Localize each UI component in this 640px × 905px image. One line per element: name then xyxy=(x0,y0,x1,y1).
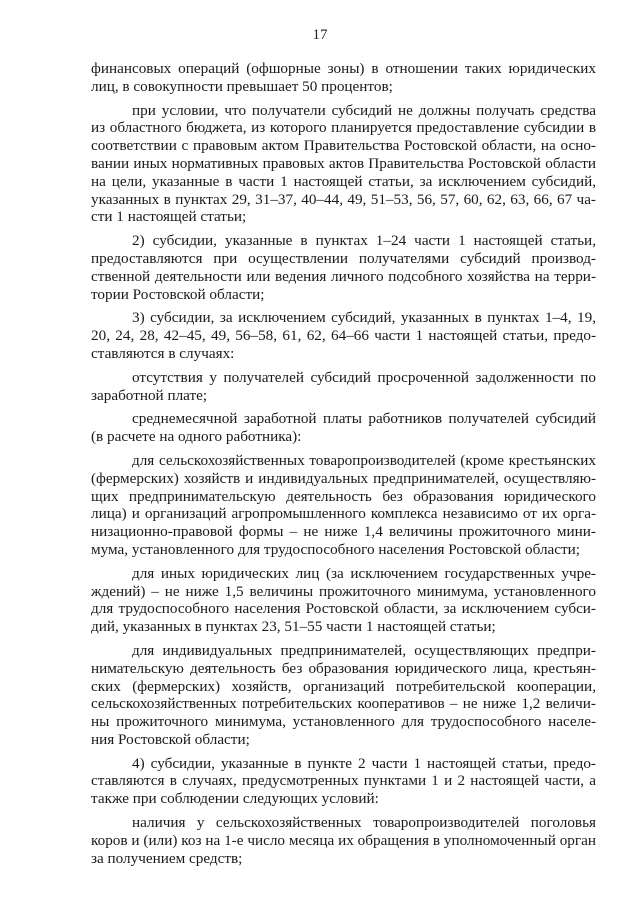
document-body xyxy=(91,60,596,873)
text-line: отсутствия у получателей субсидий просроченной задолженности по xyxy=(132,368,596,386)
text-line: наличия у сельскохозяйственных товаропроизводителей поголовья xyxy=(132,814,596,832)
text-line: вании иных нормативных правовых актов Правительства Ростовской области xyxy=(91,154,596,172)
text-line: ждений) – не ниже 1,5 величины прожиточного минимума, установленного xyxy=(91,582,596,600)
text-line: 3) субсидии, за исключением субсидий, указанных в пунктах 1–4, 19, xyxy=(132,309,596,327)
text-line: дий, указанных в пунктах 23, 51–55 части 1 настоящей статьи; xyxy=(91,618,496,636)
text-line: для иных юридических лиц (за исключением государственных учре- xyxy=(132,564,596,582)
paragraph-9 xyxy=(91,642,596,749)
text-line: сти 1 настоящей статьи; xyxy=(91,208,247,226)
text-line: предоставляются при осуществлении получателями субсидий производ- xyxy=(91,249,596,267)
text-line: нимательскую деятельность без образования юридического лица, крестьян- xyxy=(91,659,596,677)
text-line: за получением средств; xyxy=(91,849,243,867)
paragraph-6 xyxy=(91,410,596,446)
text-line: ставляются в случаях, предусмотренных пунктами 1 и 2 настоящей части, а xyxy=(91,772,596,790)
text-line: для сельскохозяйственных товаропроизводителей (кроме крестьянских xyxy=(132,451,596,469)
text-line: тории Ростовской области; xyxy=(91,285,265,303)
paragraph-4 xyxy=(91,309,596,362)
text-line: сельскохозяйственных потребительских кооперативов – не ниже 1,2 величи- xyxy=(91,695,596,713)
paragraph-1 xyxy=(91,60,596,96)
text-line: среднемесячной заработной платы работников получателей субсидий xyxy=(132,410,596,428)
text-line: (в расчете на одного работника): xyxy=(91,428,302,446)
text-line: ственной деятельности или ведения личного подсобного хозяйства на терри- xyxy=(91,267,596,285)
text-line: финансовых операций (офшорные зоны) в отношении таких юридических xyxy=(91,60,596,77)
text-line: коров и (или) коз на 1-е число месяца их обращения в уполномоченный орган xyxy=(91,831,596,849)
text-line: 4) субсидии, указанные в пункте 2 части 1 настоящей статьи, предо- xyxy=(132,754,596,772)
paragraph-7 xyxy=(91,452,596,559)
text-line: лиц, в совокупности превышает 50 процентов; xyxy=(91,77,393,95)
paragraph-5 xyxy=(91,369,596,405)
text-line: указанных в пунктах 29, 31–37, 40–44, 49, 51–53, 56, 57, 60, 62, 63, 66, 67 ча- xyxy=(91,190,596,208)
paragraph-8 xyxy=(91,565,596,636)
text-line: ских (фермерских) хозяйств, организаций потребительской кооперации, xyxy=(91,677,596,695)
paragraph-11 xyxy=(91,814,596,867)
text-line: для трудоспособного населения Ростовской области, за исключением субси- xyxy=(91,600,596,618)
text-line: заработной плате; xyxy=(91,386,208,404)
text-line: для индивидуальных предпринимателей, осуществляющих предпри- xyxy=(132,641,596,659)
text-line: мума, установленного для трудоспособного населения Ростовской области; xyxy=(91,540,580,558)
text-line: из областного бюджета, из которого планируется предоставление субсидии в xyxy=(91,119,596,137)
paragraph-3 xyxy=(91,232,596,303)
text-line: ны прожиточного минимума, установленного для трудоспособного населе- xyxy=(91,713,596,731)
text-line: (фермерских) хозяйств и индивидуальных предпринимателей, осуществляю- xyxy=(91,469,596,487)
text-line: также при соблюдении следующих условий: xyxy=(91,790,379,808)
text-line: 2) субсидии, указанные в пунктах 1–24 части 1 настоящей статьи, xyxy=(132,232,596,250)
paragraph-2 xyxy=(91,102,596,227)
text-line: 20, 24, 28, 42–45, 49, 56–58, 61, 62, 64–66 части 1 настоящей статьи, предо- xyxy=(91,327,596,345)
text-line: ния Ростовской области; xyxy=(91,730,250,748)
text-line: ставляются в случаях: xyxy=(91,344,235,362)
paragraph-10 xyxy=(91,755,596,808)
text-line: щих предпринимательскую деятельность без образования юридического xyxy=(91,487,596,505)
text-line: низационно-правовой формы – не ниже 1,4 величины прожиточного мини- xyxy=(91,523,596,541)
text-line: на цели, указанные в части 1 настоящей статьи, за исключением субсидий, xyxy=(91,172,596,190)
text-line: лица) и организаций агропромышленного комплекса независимо от их орга- xyxy=(91,505,596,523)
page-number: 17 xyxy=(312,27,328,43)
text-line: соответствии с правовым актом Правительства Ростовской области, на осно- xyxy=(91,137,596,155)
text-line: при условии, что получатели субсидий не должны получать средства xyxy=(132,101,596,119)
